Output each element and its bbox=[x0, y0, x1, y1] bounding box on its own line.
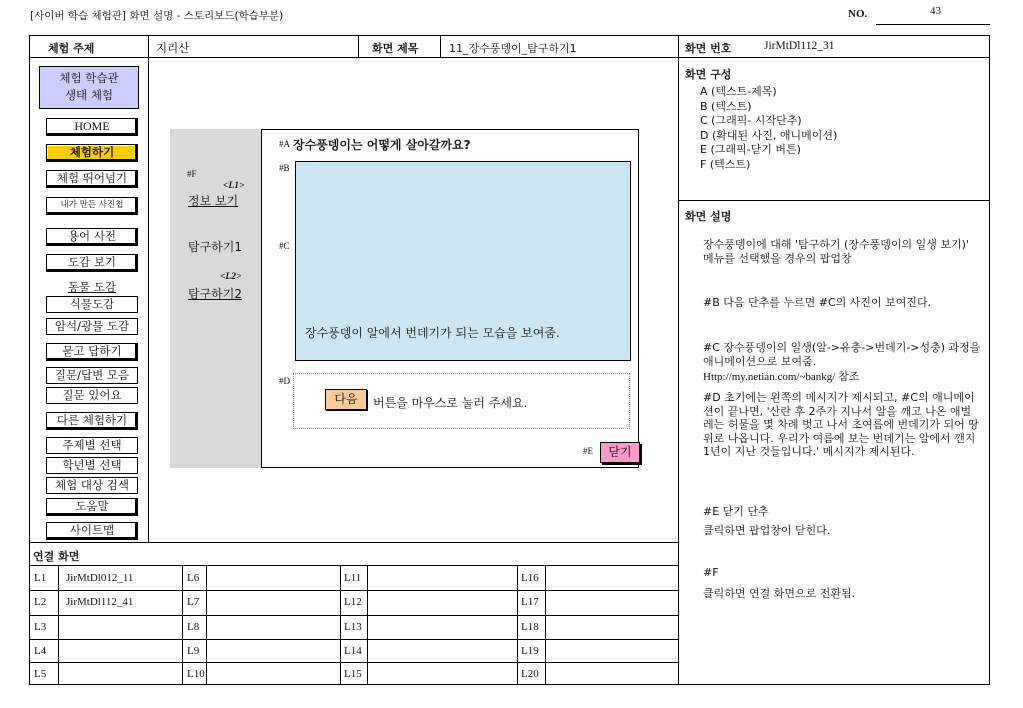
close-button[interactable]: 닫기 bbox=[600, 442, 640, 463]
page-number-underline bbox=[876, 24, 990, 25]
nav-ask-question-link[interactable]: 질문 있어요 bbox=[46, 387, 138, 404]
nav-plant-guide-link[interactable]: 식물도감 bbox=[46, 296, 138, 313]
nav-other-experience-button[interactable]: 다른 체험하기 bbox=[46, 412, 138, 430]
tag-d: #D bbox=[279, 376, 290, 386]
links-col-7 bbox=[545, 565, 546, 685]
description-6: 클릭하면 연결 화면으로 전환됨. bbox=[703, 587, 856, 600]
link-id-cell: L7 bbox=[187, 596, 200, 608]
links-top-line bbox=[29, 542, 679, 543]
nav-home-button[interactable]: HOME bbox=[46, 118, 138, 136]
topic-value: 지리산 bbox=[156, 41, 190, 55]
link-id-cell: L12 bbox=[344, 596, 362, 608]
links-col-3 bbox=[206, 565, 207, 685]
nav-rock-guide-link[interactable]: 암석/광물 도감 bbox=[46, 318, 138, 335]
links-row-line-1 bbox=[29, 590, 679, 591]
document-title: [사이버 학습 체험관] 화면 설명 - 스토리보드(학습부분) bbox=[30, 10, 284, 22]
meta-divider-3 bbox=[440, 35, 441, 58]
nav-my-album-button[interactable]: 내가 만든 사진첩 bbox=[46, 197, 138, 215]
nav-header-box: 체험 학습관 생태 체험 bbox=[39, 66, 139, 109]
link-id-cell: L16 bbox=[521, 572, 539, 584]
link-id-cell: L13 bbox=[344, 621, 362, 633]
link-id-cell: L2 bbox=[34, 596, 47, 608]
link-id-cell: L6 bbox=[187, 572, 200, 584]
link-id-cell: L1 bbox=[34, 572, 47, 584]
links-col-5 bbox=[367, 565, 368, 685]
composition-divider bbox=[678, 200, 990, 201]
next-button[interactable]: 다음 bbox=[325, 389, 367, 410]
composition-item: F (텍스트) bbox=[700, 157, 751, 171]
topic-label: 체험 주제 bbox=[48, 42, 95, 55]
link-id-cell: L4 bbox=[34, 645, 47, 657]
screen-number-label: 화면 번호 bbox=[685, 42, 732, 55]
link-id-cell: L18 bbox=[521, 621, 539, 633]
composition-item: D (확대된 사진, 애니메이션) bbox=[700, 128, 838, 142]
meta-divider-1 bbox=[148, 35, 149, 58]
nav-sitemap-button[interactable]: 사이트맵 bbox=[46, 522, 138, 540]
link-id-cell: L3 bbox=[34, 621, 47, 633]
nav-qna-collection-link[interactable]: 질문/답변 모음 bbox=[46, 367, 138, 384]
nav-glossary-button[interactable]: 용어 사전 bbox=[46, 228, 138, 246]
links-row-line-3 bbox=[29, 639, 679, 640]
description-title: 화면 설명 bbox=[685, 210, 732, 223]
links-row-line-0 bbox=[29, 565, 679, 566]
tag-b: #B bbox=[279, 163, 290, 173]
composition-list bbox=[700, 85, 837, 172]
link-id-cell: L10 bbox=[187, 668, 205, 680]
link-id-cell: L5 bbox=[34, 668, 47, 680]
links-title: 연결 화면 bbox=[33, 550, 80, 563]
nav-by-topic-link[interactable]: 주제별 선택 bbox=[46, 437, 138, 454]
composition-item: C (그래픽- 시작단추) bbox=[700, 114, 802, 127]
links-row-line-2 bbox=[29, 615, 679, 616]
nav-help-button[interactable]: 도움말 bbox=[46, 498, 138, 516]
link-target-cell: JirMtDl112_41 bbox=[66, 596, 134, 608]
page-number-label: NO. bbox=[848, 8, 868, 20]
description-6-title: #F bbox=[703, 566, 719, 579]
nav-skip-experience-button[interactable]: 체험 뛰어넘기 bbox=[46, 170, 138, 188]
tag-a: #A bbox=[279, 139, 290, 149]
tag-f: #F bbox=[187, 169, 197, 179]
composition-item: E (그래픽-닫기 버튼) bbox=[700, 143, 801, 156]
nav-qna-button[interactable]: 묻고 답하기 bbox=[46, 343, 138, 361]
meta-row-divider bbox=[29, 57, 990, 58]
photo-caption: 장수풍뎅이 알에서 번데기가 되는 모습을 보여줌. bbox=[305, 326, 560, 340]
meta-divider-2 bbox=[358, 35, 359, 58]
nav-guidebook-button[interactable]: 도감 보기 bbox=[46, 254, 138, 272]
screen-title-label: 화면 제목 bbox=[372, 42, 419, 55]
links-row-line-4 bbox=[29, 662, 679, 663]
composition-item: B (텍스트) bbox=[700, 99, 752, 113]
side-explore2-link[interactable]: 탐구하기2 bbox=[188, 287, 243, 301]
description-3: #C 장수풍뎅이의 일생(알->유충->번데기->성충) 과정을 애니메이션으로 보여줌. bbox=[703, 341, 981, 368]
description-1: 장수풍뎅이에 대해 '탐구하기 (장수풍뎅이의 일생 보기)' 메뉴를 선택했을 경우의 팝업창 bbox=[703, 238, 969, 265]
link-id-cell: L20 bbox=[521, 668, 539, 680]
nav-search-link[interactable]: 체험 대상 검색 bbox=[46, 477, 138, 494]
screen-number-value: JirMtDl112_31 bbox=[764, 40, 835, 52]
next-instruction: 버튼을 마우스로 눌러 주세요. bbox=[373, 396, 528, 410]
description-5-title: #E 닫기 단추 bbox=[703, 505, 769, 518]
link-id-cell: L17 bbox=[521, 596, 539, 608]
links-col-4 bbox=[340, 565, 341, 685]
composition-item: A (텍스트-제목) bbox=[700, 85, 777, 98]
description-2: #B 다음 단추를 누르면 #C의 사진이 보여진다. bbox=[703, 296, 932, 309]
link-target-cell: JirMtDl012_11 bbox=[66, 572, 134, 584]
links-col-6 bbox=[517, 565, 518, 685]
right-panel-divider bbox=[678, 35, 679, 685]
links-col-1 bbox=[58, 565, 59, 685]
link-id-cell: L19 bbox=[521, 645, 539, 657]
nav-animal-guide-link[interactable]: 동물 도감 bbox=[67, 280, 117, 294]
link-id-cell: L15 bbox=[344, 668, 362, 680]
nav-divider bbox=[148, 57, 149, 542]
description-5: 클릭하면 팝업창이 닫힌다. bbox=[703, 524, 831, 537]
tag-l2: <L2> bbox=[220, 272, 242, 282]
side-info-link[interactable]: 정보 보기 bbox=[188, 194, 239, 208]
link-id-cell: L9 bbox=[187, 645, 200, 657]
popup-title: 장수풍뎅이는 어떻게 살아갈까요? bbox=[293, 138, 471, 152]
nav-by-grade-link[interactable]: 학년별 선택 bbox=[46, 457, 138, 474]
link-id-cell: L11 bbox=[344, 572, 362, 584]
side-explore1-item[interactable]: 탐구하기1 bbox=[188, 240, 243, 254]
composition-title: 화면 구성 bbox=[685, 68, 732, 81]
link-id-cell: L8 bbox=[187, 621, 200, 633]
screen-title-value: 11_장수풍뎅이_탐구하기1 bbox=[449, 42, 577, 55]
reference-link: Http://my.netian.com/~bankg/ 참조 bbox=[703, 371, 860, 383]
link-id-cell: L14 bbox=[344, 645, 362, 657]
tag-c: #C bbox=[279, 241, 290, 251]
tag-e: #E bbox=[583, 446, 593, 456]
description-4: #D 초기에는 왼쪽의 메시지가 제시되고, #C의 애니메이션이 끝나면, '산란 후 2주가 지나서 알을 깨고 나온 애벌레는 허물을 몇 차례 벗고 나서 초여름에 번데기가 되어 땅 위로 나옵니다. 우리가 여름에 보는 번데기는 알에서 깬지 1년이 지난 것들입니다.' 메시지가 제시된다. bbox=[703, 391, 979, 458]
nav-experience-button[interactable]: 체험하기 bbox=[46, 144, 138, 162]
tag-l1: <L1> bbox=[223, 181, 245, 191]
links-col-2 bbox=[182, 565, 183, 685]
page-number: 43 bbox=[930, 5, 941, 17]
